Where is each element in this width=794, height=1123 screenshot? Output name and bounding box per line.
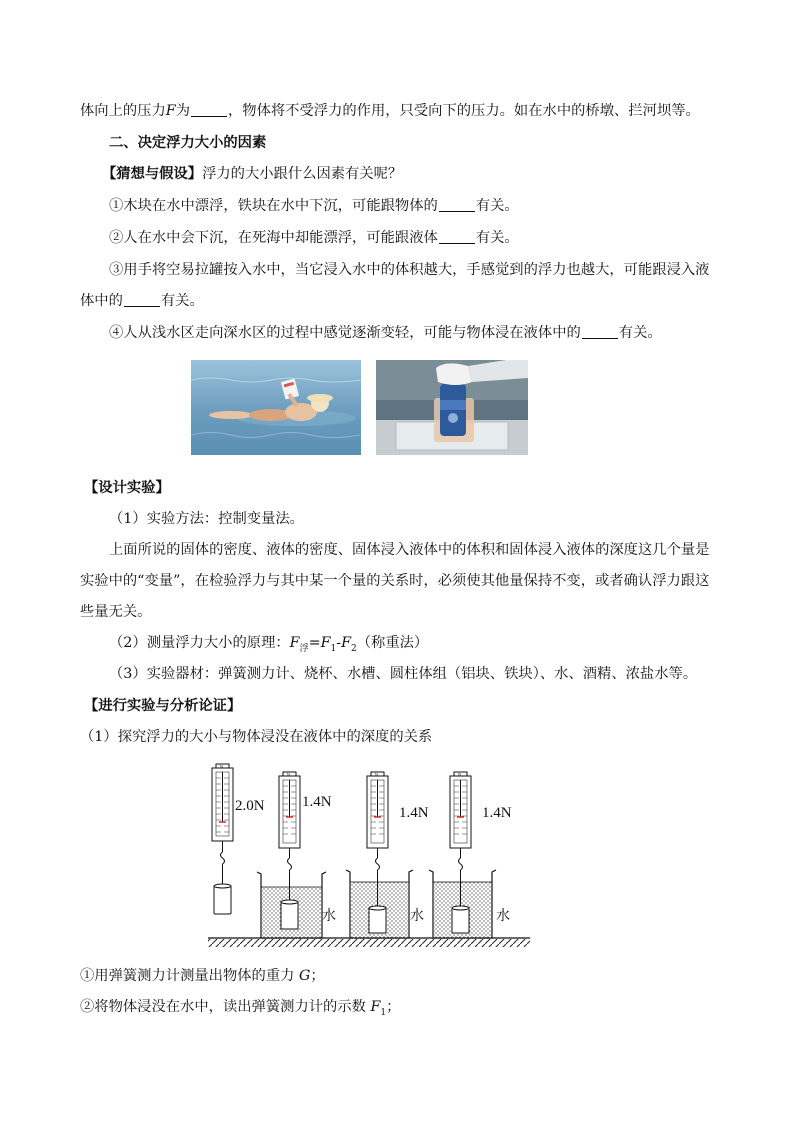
text: 为: [175, 103, 190, 119]
can-illustration: [376, 360, 528, 455]
text: ①木块在水中漂浮，铁块在水中下沉，可能跟物体的: [109, 198, 438, 214]
guess-item-4: [109, 323, 662, 343]
answer-blank[interactable]: [582, 324, 618, 339]
guess-question: 浮力的大小跟什么因素有关呢？: [202, 166, 403, 182]
text: ④人从浅水区走向深水区的过程中感觉逐渐变轻，可能与物体浸在液体中的: [109, 325, 581, 341]
water-label-1: 水: [322, 908, 336, 924]
text: （称重法）: [356, 635, 429, 651]
spring-scale-1: [212, 764, 265, 915]
reading-1: 2.0N: [235, 798, 265, 814]
beaker-1: [257, 870, 336, 938]
design-paragraph-line3: 些量无关。: [80, 604, 152, 620]
guess-paragraph: [102, 164, 402, 184]
text: 体向上的压力: [80, 103, 166, 119]
design-item-1: （1）实验方法：控制变量法。: [109, 511, 304, 527]
ground-hatch: [208, 939, 530, 947]
text: =: [308, 635, 321, 651]
scale-unit-label: N: [220, 763, 223, 769]
formula-sub: 浮: [299, 643, 309, 654]
design-item-2: [109, 633, 428, 659]
design-heading: 【设计实验】: [84, 480, 170, 496]
paragraph-top: [80, 101, 700, 121]
design-item-3: （3）实验器材：弹簧测力计、烧杯、水槽、圆柱体组（铝块、铁块）、水、酒精、浓盐水等。: [109, 666, 698, 682]
guess-item-2: [109, 228, 519, 248]
scale-unit-label: N: [375, 771, 378, 777]
text: F: [165, 103, 176, 119]
spring-scale-experiment-figure: [205, 762, 535, 950]
step-2: [80, 997, 400, 1023]
dead-sea-illustration: [191, 360, 361, 455]
spring-scale-4: [450, 772, 512, 871]
formula-F: F: [289, 635, 300, 651]
formula-sub: 2: [351, 643, 357, 654]
text: 有关。: [475, 230, 519, 246]
text: ②将物体浸没在水中，读出弹簧测力计的示数: [80, 999, 371, 1015]
step-1: [80, 966, 325, 986]
guess-heading: 【猜想与假设】: [102, 166, 203, 182]
text: 有关。: [160, 293, 204, 309]
design-paragraph-line1: 上面所说的固体的密度、液体的密度、固体浸入液体中的体积和固体浸入液体的深度这几个量是: [109, 542, 710, 558]
symbol-sub: 1: [380, 1007, 387, 1018]
beaker-2: [346, 870, 424, 938]
formula-F2: F: [341, 635, 352, 651]
experiment-item-1: （1）探究浮力的大小与物体浸没在液体中的深度的关系: [80, 729, 433, 745]
section-heading: 二、决定浮力大小的因素: [109, 135, 267, 151]
text: ①用弹簧测力计测量出物体的重力: [80, 968, 299, 984]
answer-blank[interactable]: [439, 229, 475, 244]
beaker-3: [429, 870, 510, 938]
answer-blank[interactable]: [439, 197, 475, 212]
symbol-G: G: [299, 968, 311, 984]
text: ；: [386, 999, 401, 1015]
symbol-F1: F: [370, 999, 381, 1015]
guess-item-3-line1: ③用手将空易拉罐按入水中，当它浸入水中的体积越大，手感觉到的浮力也越大，可能跟浸入液: [109, 262, 710, 278]
experiment-heading: 【进行实验与分析论证】: [84, 698, 242, 714]
spring-scale-2: [279, 772, 332, 871]
text: -: [336, 635, 342, 651]
formula-F1: F: [320, 635, 331, 651]
water-label-3: 水: [496, 908, 510, 924]
guess-item-3-line2: [80, 291, 204, 311]
text: ；: [310, 968, 325, 984]
text: 有关。: [618, 325, 662, 341]
scale-unit-label: N: [287, 771, 290, 777]
answer-blank[interactable]: [124, 292, 160, 307]
design-paragraph-line2: 实验中的“变量”，在检验浮力与其中某一个量的关系时，必须使其他量保持不变，或者确认浮力跟这: [80, 573, 710, 589]
guess-item-1: [109, 196, 519, 216]
reading-2: 1.4N: [302, 794, 332, 810]
text: 体中的: [80, 293, 123, 309]
water-label-2: 水: [410, 908, 424, 924]
scale-unit-label: N: [458, 771, 461, 777]
reading-3: 1.4N: [399, 805, 429, 821]
text: 有关。: [475, 198, 519, 214]
can-in-water-photo: [376, 360, 528, 455]
text: ，物体将不受浮力的作用，只受向下的压力。如在水中的桥墩、拦河坝等。: [228, 103, 700, 119]
formula-sub: 1: [330, 643, 337, 654]
spring-scale-3: [367, 772, 429, 871]
reading-4: 1.4N: [482, 805, 512, 821]
text: （2）测量浮力大小的原理：: [109, 635, 290, 651]
answer-blank[interactable]: [191, 102, 227, 117]
dead-sea-photo: [191, 360, 361, 455]
text: ②人在水中会下沉，在死海中却能漂浮，可能跟液体: [109, 230, 438, 246]
